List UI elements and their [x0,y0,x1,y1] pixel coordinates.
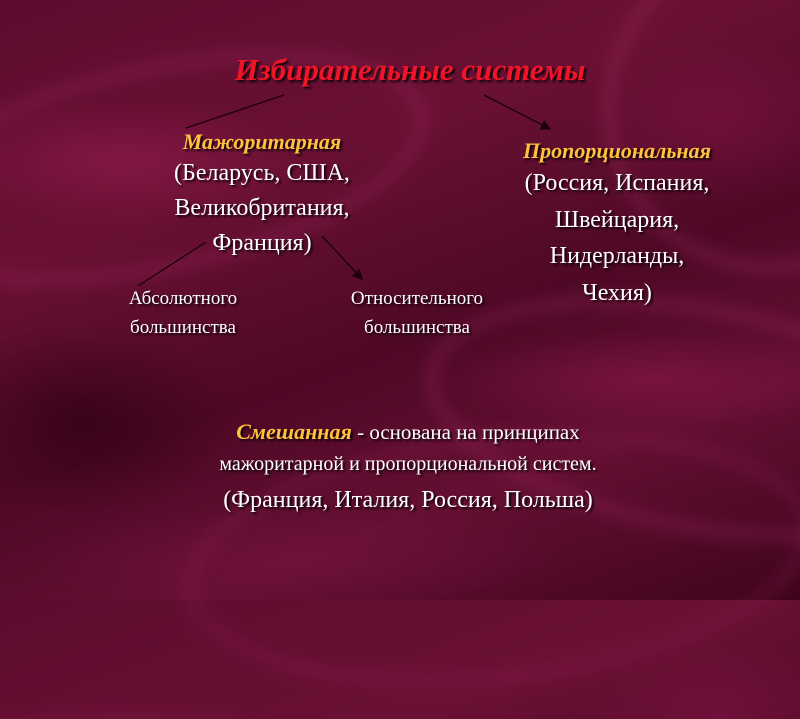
mixed-description: - основана на принципах [351,420,580,444]
majoritarian-line: Великобритания, [174,195,350,221]
absolute-majority-label [73,284,293,342]
proportional-line: Нидерланды, [549,243,685,269]
mixed-first-line [100,416,716,448]
mixed-examples: (Франция, Италия, Россия, Польша) [223,487,593,513]
proportional-line: (Россия, Испания, [524,170,710,196]
subtype-line: большинства [364,317,470,338]
mixed-block [100,416,716,519]
relative-majority-label [307,284,527,342]
proportional-line: Чехия) [582,279,652,306]
majoritarian-block [132,128,392,261]
majoritarian-line: (Беларусь, США, [174,160,350,186]
title-to-majoritarian-line [186,95,284,128]
proportional-line: Швейцария, [554,206,680,233]
majoritarian-heading: Мажоритарная [182,129,342,154]
title-to-proportional-arrow [484,95,550,129]
mixed-heading: Смешанная [236,419,352,444]
majoritarian-line: Франция) [212,230,312,256]
mixed-second-line: мажоритарной и пропорциональной систем. [219,453,597,475]
subtype-line: Абсолютного [128,288,238,309]
slide-title: Избирательные системы [234,52,586,87]
proportional-heading: Пропорциональная [523,138,711,163]
subtype-line: Относительного [350,288,484,309]
subtype-line: большинства [130,317,236,338]
